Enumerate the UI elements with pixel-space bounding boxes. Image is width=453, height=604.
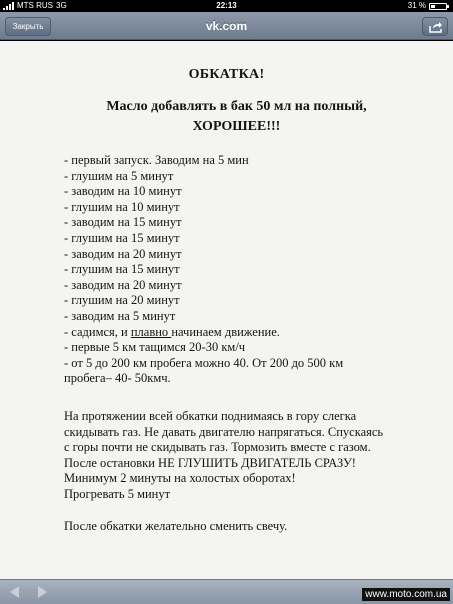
battery-icon <box>429 3 447 10</box>
article-subtitle <box>60 97 413 137</box>
clock: 22:13 <box>216 1 237 10</box>
list-item: - глушим на 15 минут <box>64 230 180 245</box>
ride-underlined-word: плавно <box>130 324 172 339</box>
status-bar <box>0 0 453 12</box>
list-item: - глушим на 15 минут <box>64 262 180 277</box>
back-arrow-icon[interactable] <box>10 586 19 598</box>
paragraph-line: с горы почти не скидывать газ. Тормозить вместе с газом. <box>64 440 371 455</box>
paragraph-line: скидывать газ. Не давать двигателю напрягаться. Спускаясь <box>64 424 384 439</box>
paragraph-line: После остановки НЕ ГЛУШИТЬ ДВИГАТЕЛЬ СРАЗУ! <box>64 455 356 470</box>
network-type: 3G <box>56 1 67 10</box>
close-button[interactable]: Закрыть <box>5 17 51 36</box>
page-title-url: vk.com <box>205 19 248 33</box>
list-item: - первый запуск. Заводим на 5 мин <box>64 153 249 167</box>
list-item-mileage: - от 5 до 200 км пробега можно 40. От 200 до 500 км <box>64 355 344 370</box>
list-item: - первые 5 км тащимся 20-30 км/ч <box>64 340 246 355</box>
instructions-paragraph <box>64 409 434 503</box>
battery-percent: 31 % <box>407 1 426 10</box>
battery-tip <box>447 5 449 8</box>
share-icon <box>429 21 443 33</box>
battery-info <box>408 0 449 12</box>
ride-suffix: начинаем движение. <box>171 324 280 339</box>
list-item: - заводим на 15 минут <box>64 215 182 230</box>
carrier-name: MTS RUS <box>17 1 53 10</box>
list-item-mileage-continued: пробега– 40- 50кмч. <box>64 371 171 386</box>
content-page <box>0 41 453 579</box>
list-item: - заводим на 20 минут <box>64 277 182 292</box>
list-item-ride <box>64 325 404 341</box>
list-item: - заводим на 10 минут <box>64 184 182 199</box>
list-item: - заводим на 20 минут <box>64 246 182 261</box>
subtitle-line-1: Масло добавлять в бак 50 мл на полный, <box>106 99 367 114</box>
share-button[interactable] <box>422 17 448 36</box>
break-in-steps-list <box>64 153 404 387</box>
paragraph-line: Минимум 2 минуты на холостых оборотах! <box>64 471 296 486</box>
list-item: - глушим на 5 минут <box>64 168 174 183</box>
article-title: ОБКАТКА! <box>188 67 265 82</box>
bottom-toolbar <box>0 579 453 604</box>
list-item: - глушим на 10 минут <box>64 199 180 214</box>
paragraph-line: Прогревать 5 минут <box>64 486 171 501</box>
subtitle-line-2: ХОРОШЕЕ!!! <box>192 119 281 134</box>
ride-prefix: - садимся, и <box>64 324 131 339</box>
list-item: - заводим на 5 минут <box>64 308 176 323</box>
list-item: - глушим на 20 минут <box>64 293 180 308</box>
final-note: После обкатки желательно сменить свечу. <box>64 519 288 533</box>
watermark: www.moto.com.ua <box>362 588 450 601</box>
forward-arrow-icon[interactable] <box>38 586 47 598</box>
navigation-bar <box>0 12 453 40</box>
paragraph-line: На протяжении всей обкатки поднимаясь в гору слегка <box>64 409 357 423</box>
